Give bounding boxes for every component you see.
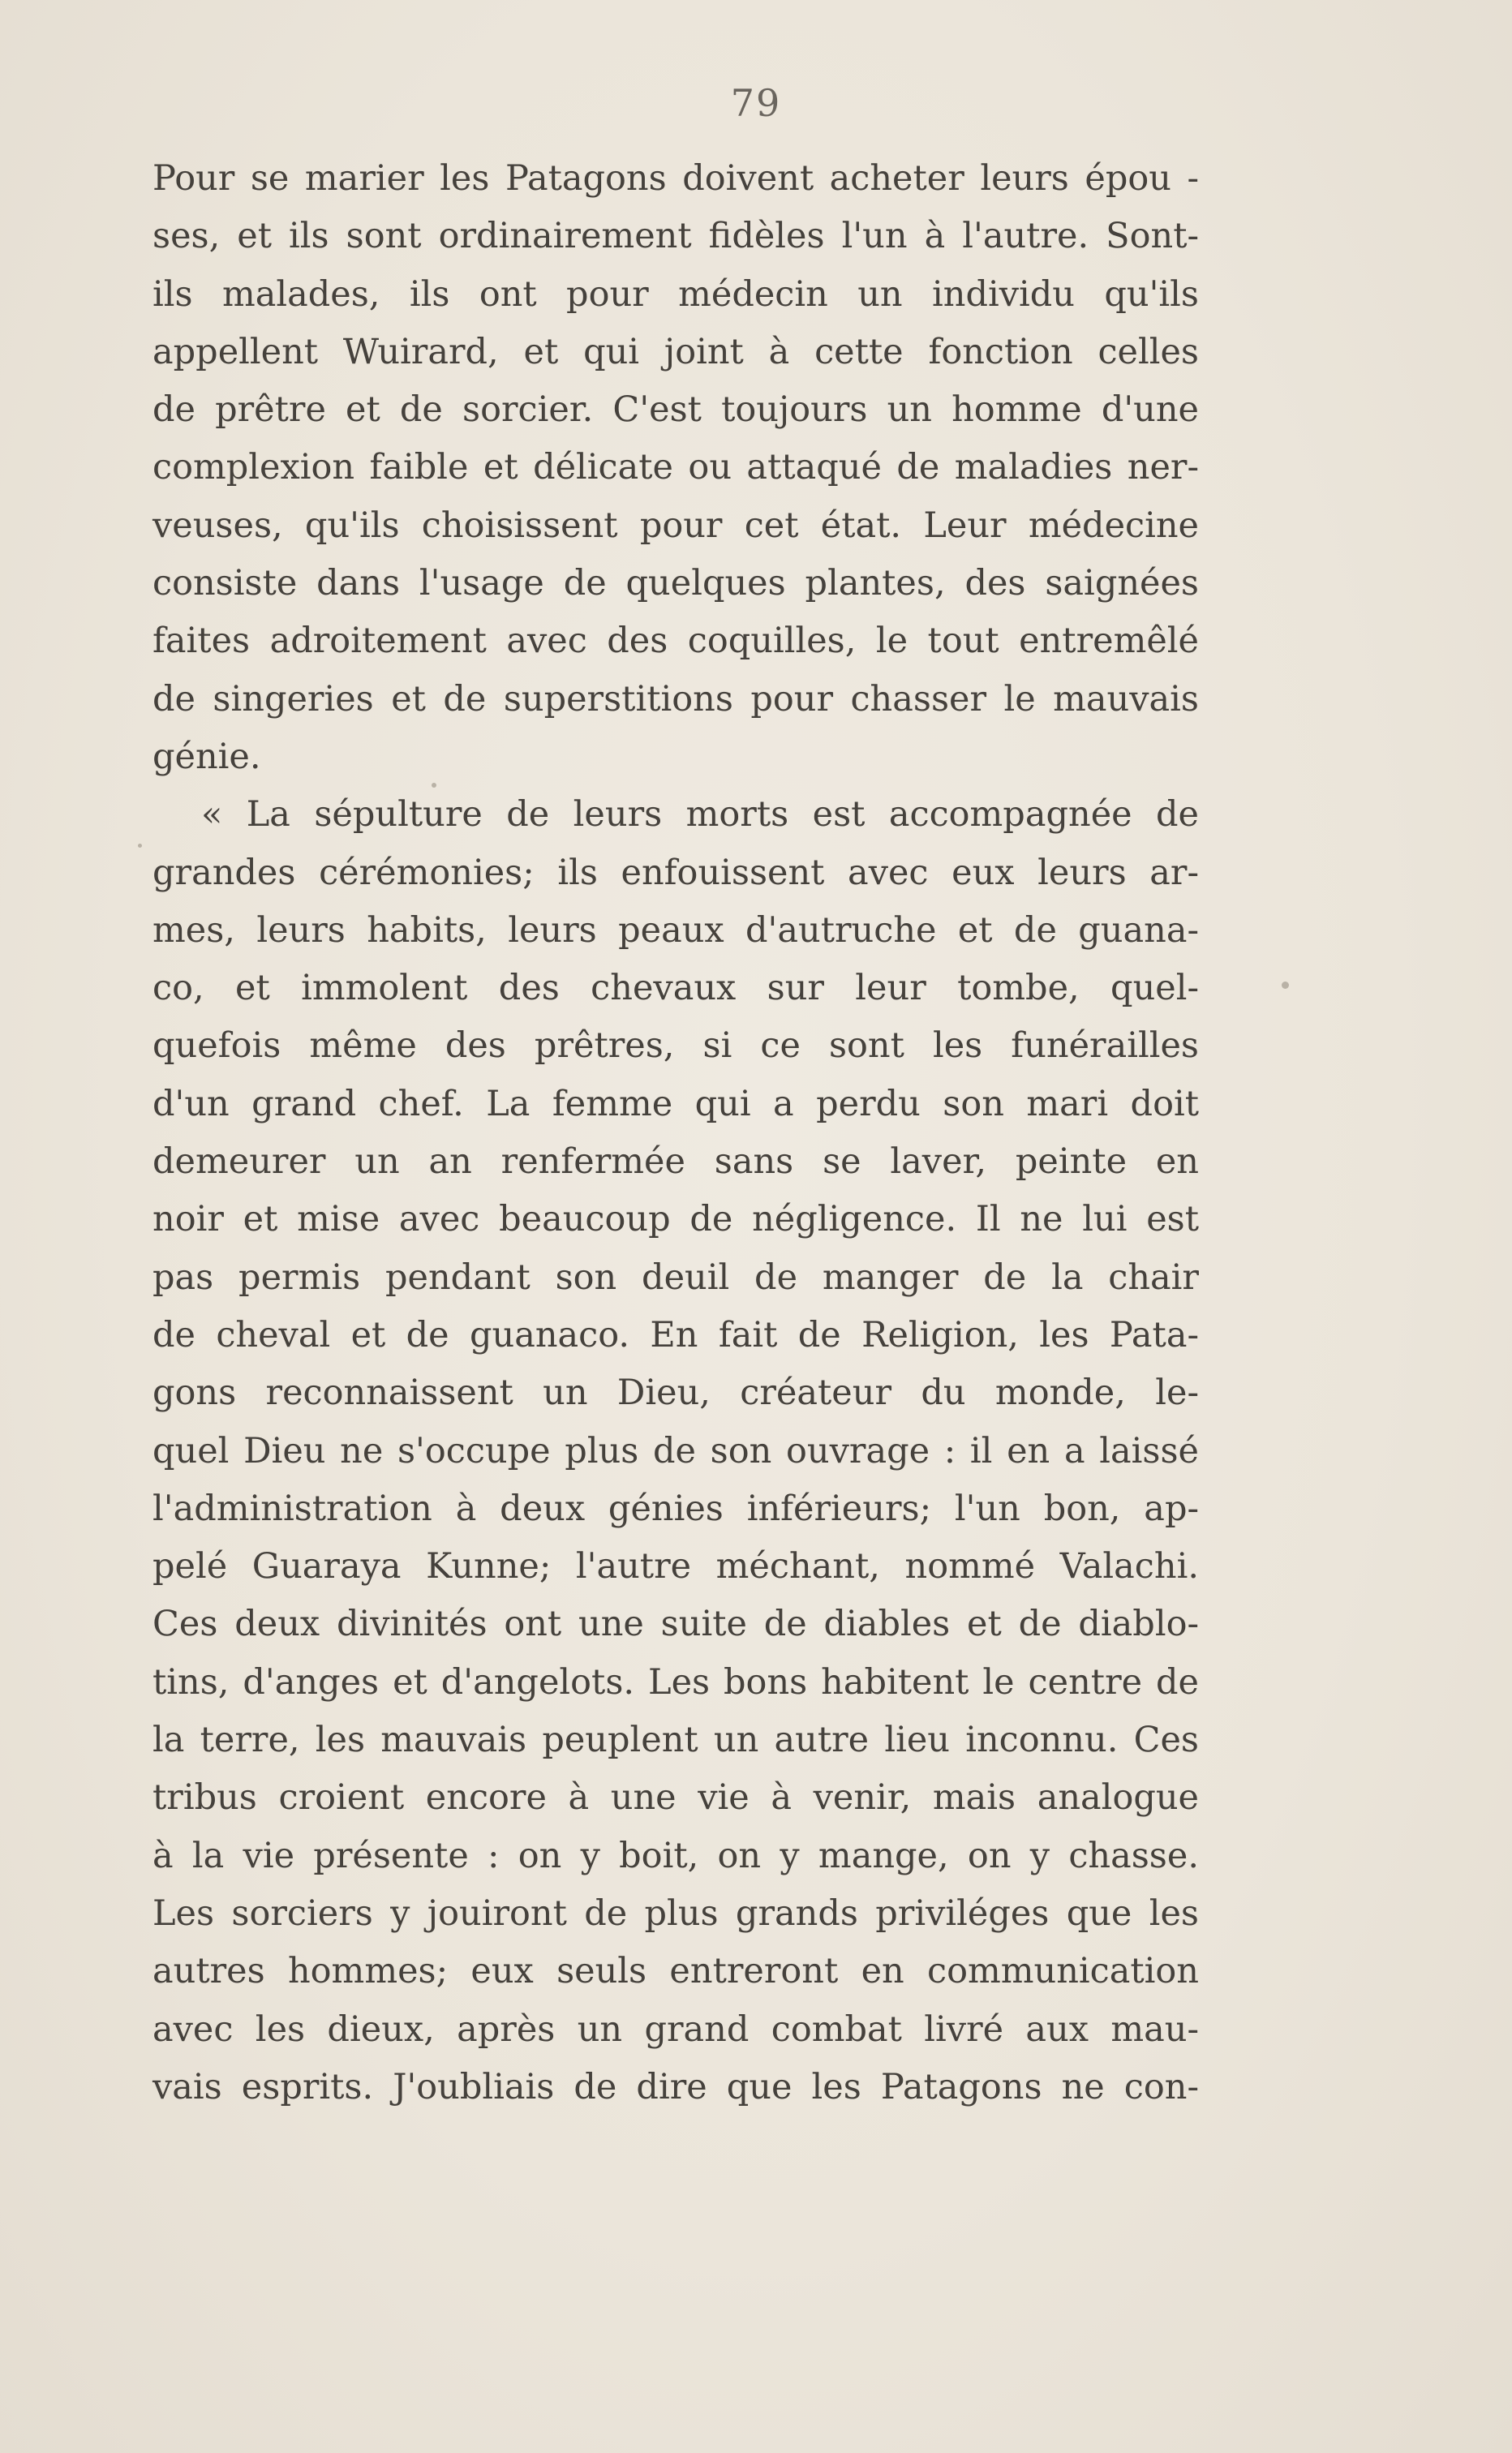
paper-speck	[138, 844, 142, 848]
text-line: complexion faible et délicate ou attaqué de maladies ner-	[152, 447, 1199, 488]
text-line-paragraph-start: « La sépulture de leurs morts est accompagnée de	[201, 794, 1199, 836]
text-line: appellent Wuirard, et qui joint à cette fonction celles	[152, 331, 1199, 372]
text-line: consiste dans l'usage de quelques plantes, des saignées	[152, 563, 1199, 604]
text-line: quel Dieu ne s'occupe plus de son ouvrage : il en a laissé	[152, 1430, 1199, 1471]
text-line: ils malades, ils ont pour médecin un individu qu'ils	[152, 273, 1199, 315]
text-line: co, et immolent des chevaux sur leur tombe, quel-	[152, 968, 1199, 1009]
text-line: noir et mise avec beaucoup de négligence. Il ne lui est	[152, 1199, 1199, 1240]
text-line: d'un grand chef. La femme qui a perdu son mari doit	[152, 1083, 1199, 1124]
text-line: Ces deux divinités ont une suite de diables et de diablo-	[152, 1604, 1199, 1645]
text-line: de singeries et de superstitions pour chasser le mauvais	[152, 678, 1199, 720]
text-line: veuses, qu'ils choisissent pour cet état. Leur médecine	[152, 505, 1199, 546]
text-line: quefois même des prêtres, si ce sont les funérailles	[152, 1025, 1199, 1067]
text-line: demeurer un an renfermée sans se laver, peinte en	[152, 1141, 1199, 1183]
text-line: avec les dieux, après un grand combat livré aux mau-	[152, 2008, 1199, 2050]
text-line: de prêtre et de sorcier. C'est toujours un homme d'une	[152, 389, 1199, 431]
text-line: grandes cérémonies; ils enfouissent avec eux leurs ar-	[152, 852, 1199, 893]
text-line: l'administration à deux génies inférieurs; l'un bon, ap-	[152, 1488, 1199, 1529]
body-text	[152, 150, 1199, 2116]
text-line: la terre, les mauvais peuplent un autre lieu inconnu. Ces	[152, 1720, 1199, 1761]
text-line: gons reconnaissent un Dieu, créateur du monde, le-	[152, 1373, 1199, 1414]
text-line: autres hommes; eux seuls entreront en communication	[152, 1951, 1199, 1992]
text-line: pas permis pendant son deuil de manger de la chair	[152, 1257, 1199, 1298]
text-line: de cheval et de guanaco. En fait de Religion, les Pata-	[152, 1314, 1199, 1355]
text-line: à la vie présente : on y boit, on y mange, on y chasse.	[152, 1835, 1199, 1876]
text-line: tribus croient encore à une vie à venir, mais analogue	[152, 1777, 1199, 1819]
text-line: ses, et ils sont ordinairement fidèles l'un à l'autre. Sont-	[152, 216, 1199, 257]
text-line: tins, d'anges et d'angelots. Les bons habitent le centre de	[152, 1661, 1199, 1703]
page-number: 79	[730, 81, 782, 125]
text-line: faites adroitement avec des coquilles, le tout entremêlé	[152, 621, 1199, 662]
paper-speck	[432, 783, 436, 788]
paper-speck	[1282, 982, 1289, 989]
text-line-paragraph-end: génie.	[152, 736, 261, 777]
text-line: vais esprits. J'oubliais de dire que les Patagons ne con-	[152, 2066, 1199, 2107]
text-line: Les sorciers y jouiront de plus grands priviléges que les	[152, 1892, 1199, 1934]
text-line: mes, leurs habits, leurs peaux d'autruche et de guana-	[152, 909, 1199, 951]
text-line: pelé Guaraya Kunne; l'autre méchant, nommé Valachi.	[152, 1546, 1199, 1587]
text-line: Pour se marier les Patagons doivent acheter leurs épou -	[152, 158, 1199, 199]
